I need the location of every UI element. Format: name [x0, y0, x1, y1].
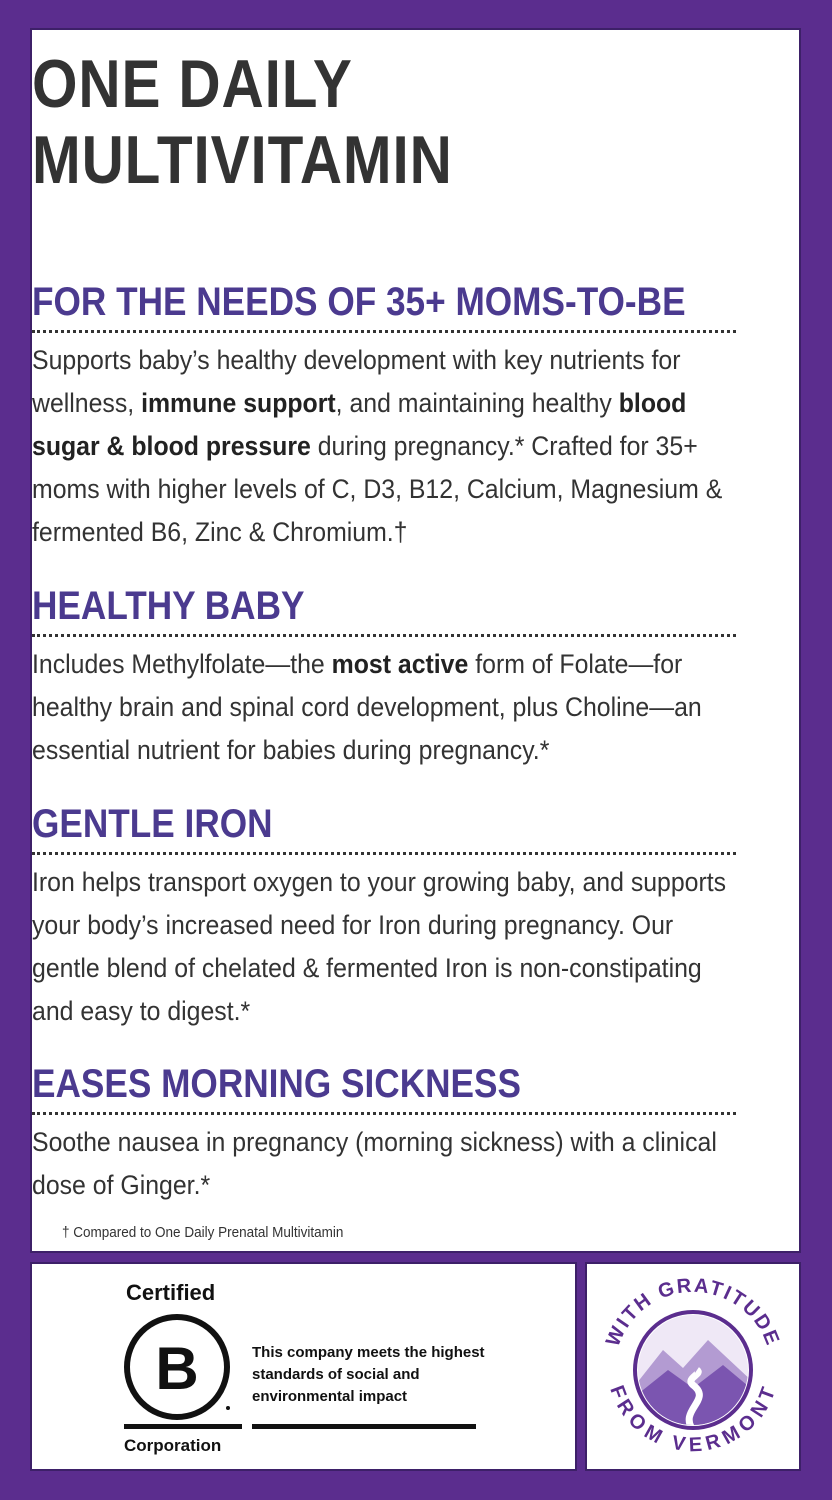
section-body [32, 643, 740, 772]
title-line-1: ONE DAILY [32, 46, 353, 122]
body-text: form of Folate—for healthy brain and spinal cord development, plus Choline—an essential nutrient for babies during pregnancy.* [32, 649, 702, 765]
footnote: † Compared to One Daily Prenatal Multivitamin [62, 1224, 344, 1241]
certified-label: Certified [126, 1280, 216, 1305]
body-text: , and maintaining healthy [335, 388, 619, 418]
body-bold: blood sugar & blood pressure [32, 388, 687, 461]
dotted-divider [32, 852, 736, 855]
seal-top-text: WITH GRATITUDE [602, 1274, 784, 1350]
corporation-rule [124, 1424, 242, 1429]
product-title [32, 46, 668, 198]
body-bold: most active [331, 649, 469, 679]
body-bold: immune support [141, 388, 336, 418]
section-body: Iron helps transport oxygen to your growing baby, and supports your body’s increased need for Iron during pregnancy. Our gentle blend of chelated & fermented Iron is non-constipating and easy to digest.* [32, 867, 727, 1026]
vermont-panel [585, 1262, 801, 1471]
body-text: Supports baby’s healthy development with key nutrients for wellness, [32, 345, 681, 418]
body-text: Includes Methylfolate—the [32, 649, 332, 679]
b-corp-logo-icon [124, 1312, 234, 1422]
corporation-label: Corporation [124, 1436, 222, 1455]
section-morning-sickness [32, 1062, 742, 1207]
section-body: Soothe nausea in pregnancy (morning sickness) with a clinical dose of Ginger.* [32, 1127, 717, 1200]
body-text: during pregnancy.* Crafted for 35+ moms with higher levels of C, D3, B12, Calcium, Magnesium & fermented B6, Zinc & Chromium.† [32, 431, 723, 547]
impact-rule [252, 1424, 476, 1429]
title-line-2: MULTIVITAMIN [32, 122, 453, 198]
section-healthy-baby [32, 584, 742, 772]
dotted-divider [32, 1112, 736, 1115]
section-heading: HEALTHY BABY [32, 584, 305, 628]
vermont-seal-icon [593, 1270, 793, 1465]
dotted-divider [32, 330, 736, 333]
b-letter: B [155, 1335, 199, 1402]
section-heading: FOR THE NEEDS OF 35+ MOMS-TO-BE [32, 280, 686, 324]
section-body [32, 339, 740, 554]
section-heading: GENTLE IRON [32, 802, 273, 846]
section-gentle-iron [32, 802, 742, 1033]
dotted-divider [32, 634, 736, 637]
section-heading: EASES MORNING SICKNESS [32, 1062, 521, 1106]
section-35-moms [32, 280, 742, 554]
bottom-band [30, 1262, 801, 1471]
bcorp-panel [30, 1262, 577, 1471]
seal-bottom-text: FROM VERMONT [605, 1382, 781, 1457]
impact-statement: This company meets the highest standards of social and environmental impact [252, 1344, 485, 1405]
